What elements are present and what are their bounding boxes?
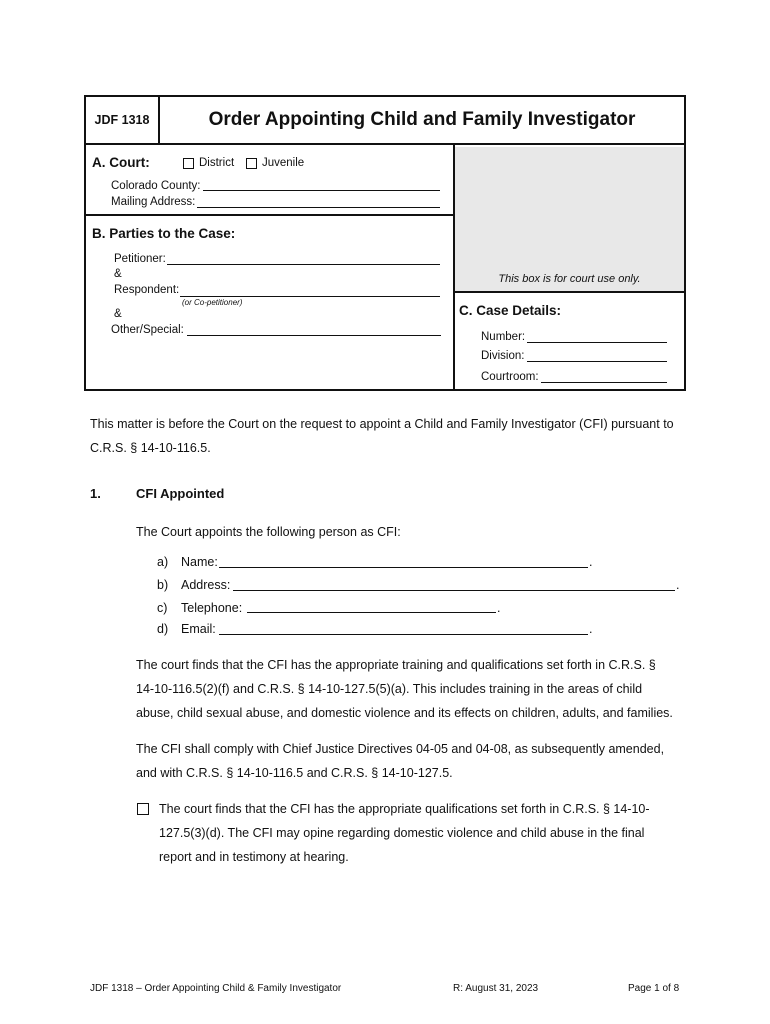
footer-revision: R: August 31, 2023 (453, 983, 539, 994)
cfi-address-label: Address: (181, 578, 231, 592)
cfi-name-field[interactable] (219, 567, 588, 568)
case-details-label: C. Case Details: (459, 303, 562, 318)
item-marker: b) (157, 578, 169, 592)
qualifications-line-1: The court finds that the CFI has the appropriate qualifications set forth in C.R.S. § 14-10- (159, 802, 650, 816)
footer-form-title: JDF 1318 – Order Appointing Child & Family Investigator (90, 983, 342, 994)
qualifications-checkbox[interactable] (137, 803, 149, 815)
other-special-field[interactable] (187, 335, 441, 336)
respondent-label: Respondent: (114, 284, 180, 296)
cfi-address-field[interactable] (233, 590, 675, 591)
ampersand-2: & (114, 308, 122, 320)
section-divider-c (455, 291, 684, 293)
section-1-number: 1. (90, 486, 101, 501)
item-marker: c) (157, 601, 168, 615)
qualifications-line-2: 127.5(3)(d). The CFI may opine regarding domestic violence and child abuse in the final (159, 826, 645, 840)
respondent-field[interactable] (180, 296, 440, 297)
juvenile-checkbox[interactable] (246, 158, 257, 169)
findings-line-1: The court finds that the CFI has the appropriate training and qualifications set forth in C.R.S. § (136, 658, 656, 672)
juvenile-label: Juvenile (262, 157, 305, 169)
item-end: . (589, 555, 593, 569)
section-1-lead: The Court appoints the following person as CFI: (136, 525, 401, 539)
petitioner-label: Petitioner: (114, 253, 166, 265)
item-end: . (589, 622, 593, 636)
cfi-email-field[interactable] (219, 634, 588, 635)
district-checkbox[interactable] (183, 158, 194, 169)
compliance-line-1: The CFI shall comply with Chief Justice Directives 04-05 and 04-08, as subsequently amended, (136, 742, 665, 756)
court-section-label: A. Court: (92, 155, 150, 170)
cfi-telephone-field[interactable] (247, 612, 496, 613)
section-1-heading: CFI Appointed (136, 486, 225, 501)
findings-line-3: abuse, child sexual abuse, and domestic violence and its effects on children, adults, and families. (136, 706, 673, 720)
cfi-name-label: Name: (181, 555, 218, 569)
compliance-line-2: and with C.R.S. § 14-10-116.5 and C.R.S. § 14-10-127.5. (136, 766, 453, 780)
division-field[interactable] (527, 361, 667, 362)
intro-line-1: This matter is before the Court on the request to appoint a Child and Family Investigator (CFI) pursuant to (90, 417, 674, 431)
item-end: . (497, 601, 501, 615)
cfi-telephone-label: Telephone: (181, 601, 243, 615)
mailing-address-label: Mailing Address: (111, 196, 196, 208)
court-use-box (455, 147, 684, 291)
courtroom-label: Courtroom: (481, 371, 539, 383)
petitioner-field[interactable] (167, 264, 440, 265)
parties-section-label: B. Parties to the Case: (92, 226, 236, 241)
courtroom-field[interactable] (541, 382, 667, 383)
findings-line-2: 14-10-116.5(2)(f) and C.R.S. § 14-10-127.5(5)(a). This includes training in the areas of child (136, 682, 643, 696)
qualifications-line-3: report and in testimony at hearing. (159, 850, 349, 864)
other-special-label: Other/Special: (111, 324, 184, 336)
section-divider-b (86, 214, 453, 216)
county-label: Colorado County: (111, 180, 201, 192)
division-label: Division: (481, 350, 525, 362)
case-number-field[interactable] (527, 342, 667, 343)
footer-page-number: Page 1 of 8 (628, 983, 680, 994)
mailing-address-field[interactable] (197, 207, 440, 208)
item-marker: a) (157, 555, 169, 569)
item-marker: d) (157, 622, 169, 636)
district-label: District (199, 157, 235, 169)
cfi-email-label: Email: (181, 622, 216, 636)
form-code: JDF 1318 (86, 97, 160, 143)
copetitioner-note: (or Co-petitioner) (182, 298, 243, 307)
ampersand-1: & (114, 268, 122, 280)
intro-line-2: C.R.S. § 14-10-116.5. (90, 441, 211, 455)
court-use-note: This box is for court use only. (498, 273, 641, 285)
form-header (84, 95, 686, 145)
county-field[interactable] (203, 190, 440, 191)
form-title: Order Appointing Child and Family Investigator (208, 109, 636, 130)
case-number-label: Number: (481, 331, 526, 343)
item-end: . (676, 578, 680, 592)
